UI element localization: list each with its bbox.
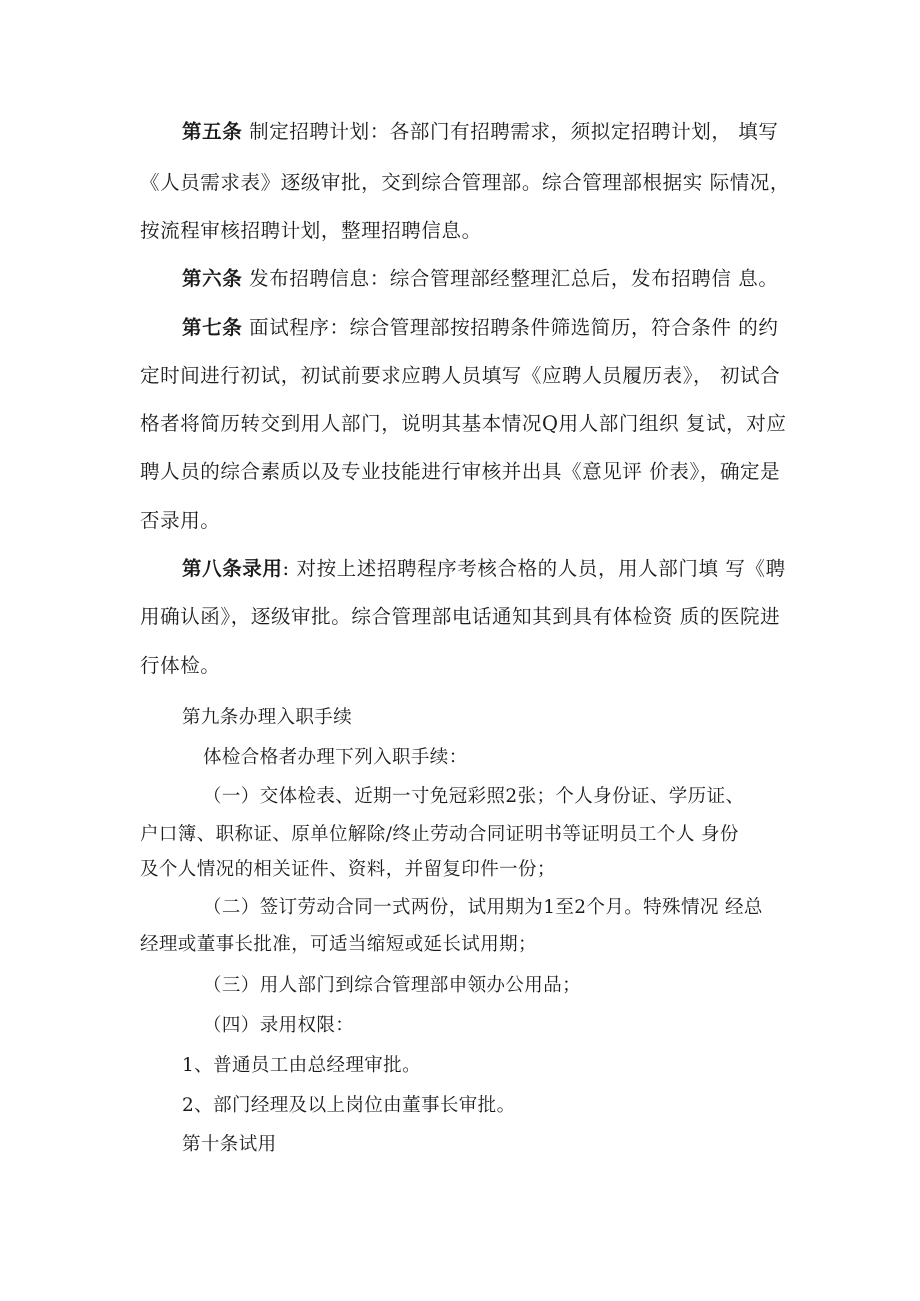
article-9-item-3: （三）用人部门到综合管理部申领办公用品； — [203, 975, 582, 996]
article-6-heading: 第六条 — [182, 267, 243, 290]
article-7-line-2: 定时间进行初试，初试前要求应聘人员填写《应聘人员履历表》， 初试合 — [140, 364, 781, 387]
article-9-numbered-2: 2、部门经理及以上岗位由董事长审批。 — [182, 1095, 516, 1116]
article-9-item-1-line-3: 及个人情况的相关证件、资料，并留复印件一份； — [140, 859, 556, 880]
article-7-line-1: 第七条 面试程序：综合管理部按招聘条件筛选简历，符合条件 的约 — [182, 316, 779, 339]
article-7-line-3: 格者将简历转交到用人部门，说明其基本情况Q用人部门组织 复试，对应 — [140, 412, 787, 435]
article-9-intro: 体检合格者办理下列入职手续： — [203, 747, 468, 768]
article-8-line-1: 第八条录用: 对按上述招聘程序考核合格的人员，用人部门填 写《聘 — [182, 557, 786, 580]
article-7-heading: 第七条 — [182, 316, 243, 339]
article-9-item-1-line-1: （一）交体检表、近期一寸免冠彩照2张；个人身份证、学历证、 — [203, 786, 745, 807]
article-5-heading: 第五条 — [182, 120, 243, 143]
article-7-line-4: 聘人员的综合素质以及专业技能进行审核并出具《意见评 价表》，确定是 — [140, 460, 781, 483]
article-9-item-2-line-1: （二）签订劳动合同一式两份，试用期为1至2个月。特殊情况 经总 — [203, 897, 763, 918]
article-9-item-1-line-2: 户口簿、职称证、原单位解除/终止劳动合同证明书等证明员工个人 身份 — [140, 824, 739, 845]
article-5-line-3: 按流程审核招聘计划，整理招聘信息。 — [140, 219, 482, 242]
article-9-numbered-1: 1、普通员工由总经理审批。 — [182, 1055, 421, 1076]
article-8-line-3: 行体检。 — [140, 654, 221, 677]
article-8-line-2: 用确认函》，逐级审批。综合管理部电话通知其到具有体检资 质的医院进 — [140, 605, 781, 628]
article-9-item-2-line-2: 经理或董事长批准，可适当缩短或延长试用期； — [140, 934, 537, 955]
article-5-line-2: 《人员需求表》逐级审批，交到综合管理部。综合管理部根据实 际情况， — [140, 171, 790, 194]
article-7-line-5: 否录用。 — [140, 509, 221, 532]
article-5-line-1: 第五条 制定招聘计划：各部门有招聘需求，须拟定招聘计划， 填写 — [182, 120, 779, 143]
article-9-item-4: （四）录用权限： — [203, 1015, 355, 1036]
article-10-heading: 第十条试用 — [182, 1134, 277, 1155]
article-9-heading: 第九条办理入职手续 — [182, 707, 353, 728]
article-6-line-1: 第六条 发布招聘信息：综合管理部经整理汇总后，发布招聘信 息。 — [182, 267, 779, 290]
article-8-heading: 第八条录用 — [182, 557, 283, 580]
